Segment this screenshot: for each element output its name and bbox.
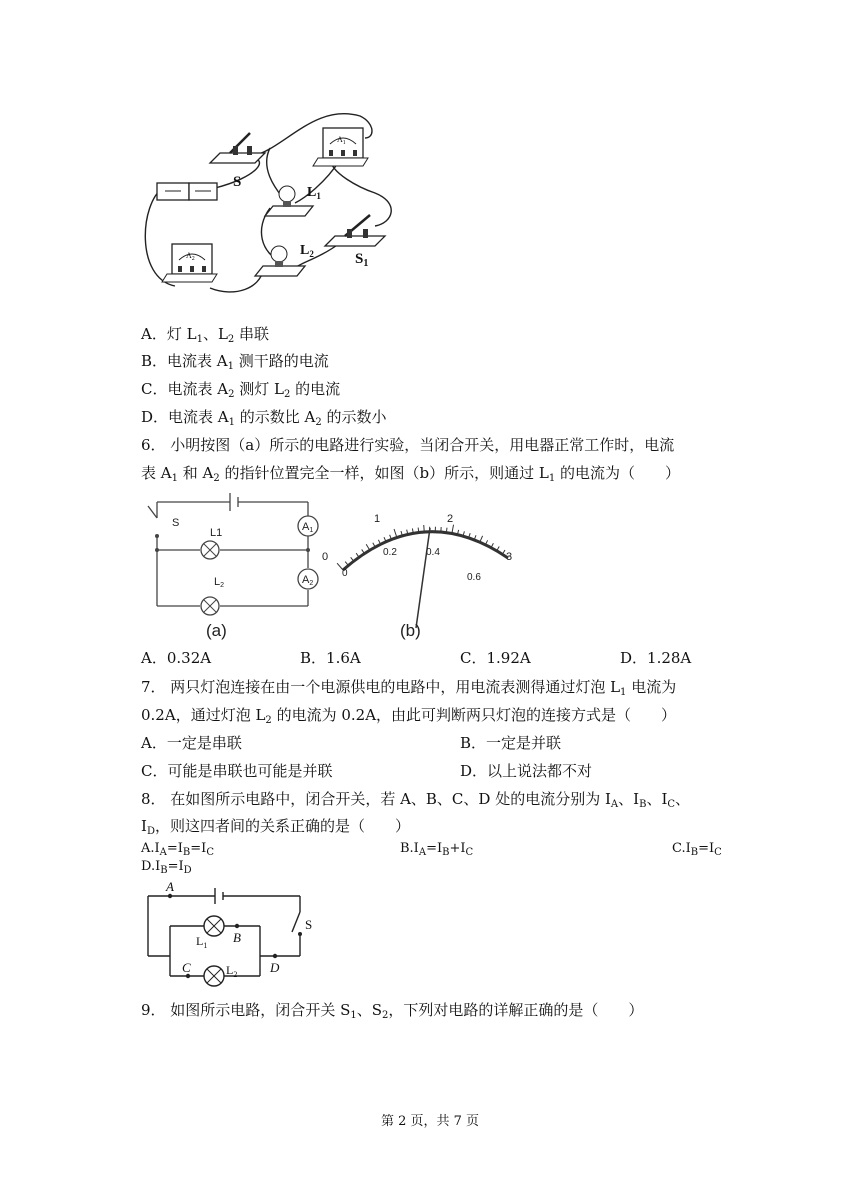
fig-a-label-l1: L1 <box>210 527 223 539</box>
q8-circuit-figure <box>140 876 320 991</box>
q7-option-b: B．一定是并联 <box>460 734 562 752</box>
fig-a-label-s: S <box>172 517 180 529</box>
q8-option-c: $C.I_B=I_C$ <box>672 841 722 858</box>
lamp-l2-symbol <box>204 966 224 986</box>
scale-tick <box>446 528 447 533</box>
scale-inner-0: 0 <box>342 568 348 579</box>
lamp-l1-icon <box>265 186 313 216</box>
q8-line1: 8． 在如图所示电路中，闭合开关，若 A、B、C、D 处的电流分别为 $I_A$、$I_B$、$I_C$、 <box>141 790 691 810</box>
scale-inner-3: 0.6 <box>467 572 481 583</box>
q8-label-d: D <box>270 960 280 975</box>
q6-line1: 6． 小明按图（a）所示的电路进行实验，当闭合开关，用电器正常工作时，电流 <box>141 436 675 454</box>
q6-option-d: D．1.28A <box>620 649 692 667</box>
switch-s1-icon <box>325 215 385 246</box>
fig-a-meter-a2-label: A2 <box>302 574 314 587</box>
fig-a-caption: (a) <box>206 621 227 640</box>
scale-outer-2: 2 <box>447 513 454 525</box>
q6-option-b: B．1.6A <box>300 649 361 667</box>
q7-option-c: C．可能是串联也可能是并联 <box>141 762 333 780</box>
label-l2: $L_2$ <box>300 243 314 259</box>
scale-outer-0: 0 <box>322 551 329 563</box>
q8-label-c: C <box>182 960 191 975</box>
scale-inner-1: 0.2 <box>383 547 397 558</box>
q9-line1: 9． 如图所示电路，闭合开关 $S_1$、$S_2$，下列对电路的详解正确的是（ ） <box>141 1001 644 1021</box>
lamp-l2-icon <box>255 246 305 276</box>
meter-needle <box>416 528 430 628</box>
q6-circuit-figure-a <box>140 488 320 638</box>
q7-line2: 0.2A，通过灯泡 $L_2$ 的电流为 0.2A，由此可判断两只灯泡的连接方式是（ ） <box>141 706 677 726</box>
scale-outer-3: 3 <box>506 551 513 563</box>
q5-option-c: C．电流表 $A_2$ 测灯 $L_2$ 的电流 <box>141 380 341 400</box>
q7-option-a: A．一定是串联 <box>141 734 242 752</box>
q8-option-a: $A.I_A=I_B=I_C$ <box>141 841 214 858</box>
meter-a2-label: $A_2$ <box>186 251 195 262</box>
q7-option-d: D．以上说法都不对 <box>460 762 593 780</box>
page-footer: 第 2 页，共 7 页 <box>380 1114 480 1129</box>
q8-label-a: A <box>166 879 174 894</box>
scale-tick <box>424 525 425 532</box>
q5-option-d: D．电流表 $A_1$ 的示数比 $A_2$ 的示数小 <box>141 408 387 428</box>
scale-tick <box>418 528 419 533</box>
label-l1: $L_1$ <box>307 185 321 201</box>
q6-option-a: A．0.32A <box>141 649 212 667</box>
scale-outer-1: 1 <box>374 513 381 525</box>
q8-option-b: $B.I_A=I_B+I_C$ <box>400 841 474 858</box>
fig-a-label-l2: L2 <box>214 576 225 589</box>
fig-a-meter-a1-label: A1 <box>302 521 314 534</box>
q6-option-c: C．1.92A <box>460 649 531 667</box>
label-s: S <box>233 174 242 190</box>
lamp-l1-symbol <box>204 916 224 936</box>
q8-label-l1: $L_1$ <box>196 934 208 950</box>
ammeter-a2-icon <box>162 244 217 282</box>
switch-s-icon <box>210 133 265 163</box>
q8-label-s: S <box>305 917 313 932</box>
scale-tick <box>366 544 370 550</box>
q7-line1: 7． 两只灯泡连接在由一个电源供电的电路中，用电流表测得通过灯泡 $L_1$ 电流为 <box>141 678 677 698</box>
q8-line2: $I_D$，则这四者间的关系正确的是（ ） <box>141 817 410 837</box>
q8-option-d: $D.I_B=I_D$ <box>141 859 192 876</box>
scale-inner-2: 0.4 <box>426 547 440 558</box>
meter-a1-label: $A_1$ <box>337 135 346 146</box>
ammeter-a1-icon <box>313 128 368 166</box>
physical-circuit-figure <box>135 108 395 308</box>
q6-line2: 表 $A_1$ 和 $A_2$ 的指针位置完全一样，如图（b）所示，则通过 $L_1$ 的电流为（ ） <box>141 464 680 484</box>
scale-tick <box>394 529 397 538</box>
q5-option-b: B．电流表 $A_1$ 测干路的电流 <box>141 352 329 372</box>
q8-label-l2: $L_2$ <box>226 963 238 979</box>
battery-icon <box>157 183 217 200</box>
q8-label-b: B <box>233 930 241 945</box>
fig-b-caption: (b) <box>400 621 421 640</box>
lamp-l2-symbol <box>201 597 219 615</box>
lamp-l1-symbol <box>201 541 219 559</box>
q5-option-a: A．灯 $L_1$、$L_2$ 串联 <box>141 325 270 345</box>
label-s1: $S_1$ <box>355 251 369 269</box>
q6-meter-scale-figure-b <box>318 508 518 638</box>
